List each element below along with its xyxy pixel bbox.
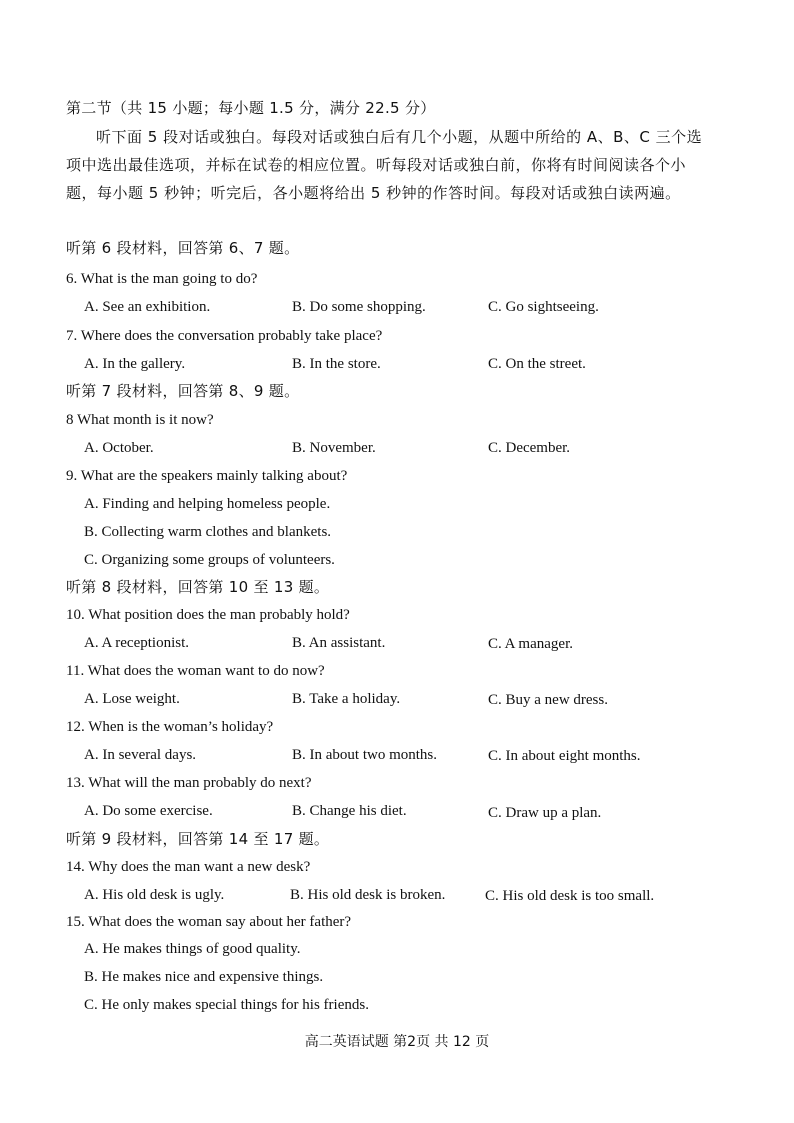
q10-option-a: A. A receptionist. bbox=[84, 635, 189, 651]
material-6-heading: 听第 6 段材料，回答第 6、7 题。 bbox=[66, 239, 300, 257]
q11-option-c: C. Buy a new dress. bbox=[488, 692, 608, 708]
question-6: 6. What is the man going to do? bbox=[66, 271, 258, 287]
page-footer: 高二英语试题 第2页 共 12 页 bbox=[304, 1034, 490, 1050]
material-8-heading: 听第 8 段材料，回答第 10 至 13 题。 bbox=[66, 578, 330, 596]
q14-option-c: C. His old desk is too small. bbox=[485, 888, 655, 904]
q7-option-c: C. On the street. bbox=[488, 356, 586, 372]
q13-option-c: C. Draw up a plan. bbox=[488, 805, 602, 821]
material-7-heading: 听第 7 段材料，回答第 8、9 题。 bbox=[66, 382, 300, 400]
q9-option-a: A. Finding and helping homeless people. bbox=[84, 496, 331, 512]
question-12: 12. When is the woman’s holiday? bbox=[66, 719, 274, 735]
q12-option-a: A. In several days. bbox=[84, 747, 197, 763]
q10-option-c: C. A manager. bbox=[488, 636, 573, 652]
q9-option-c: C. Organizing some groups of volunteers. bbox=[84, 552, 335, 568]
q10-option-b: B. An assistant. bbox=[292, 635, 386, 651]
q8-option-a: A. October. bbox=[84, 440, 154, 456]
question-14: 14. Why does the man want a new desk? bbox=[66, 859, 311, 875]
q15-option-a: A. He makes things of good quality. bbox=[84, 941, 301, 957]
q8-option-c: C. December. bbox=[488, 440, 571, 456]
q12-option-b: B. In about two months. bbox=[292, 747, 437, 763]
q6-option-c: C. Go sightseeing. bbox=[488, 299, 599, 315]
question-13: 13. What will the man probably do next? bbox=[66, 775, 312, 791]
q12-option-c: C. In about eight months. bbox=[488, 748, 641, 764]
q11-option-b: B. Take a holiday. bbox=[292, 691, 401, 707]
q9-option-b: B. Collecting warm clothes and blankets. bbox=[84, 524, 332, 540]
q15-option-b: B. He makes nice and expensive things. bbox=[84, 969, 324, 985]
question-9: 9. What are the speakers mainly talking about? bbox=[66, 468, 348, 484]
q6-option-a: A. See an exhibition. bbox=[84, 299, 211, 315]
section-header: 第二节（共 15 小题；每小题 1.5 分，满分 22.5 分） bbox=[66, 99, 436, 117]
q7-option-b: B. In the store. bbox=[292, 356, 381, 372]
question-15: 15. What does the woman say about her father? bbox=[66, 914, 352, 930]
q13-option-a: A. Do some exercise. bbox=[84, 803, 213, 819]
q14-option-b: B. His old desk is broken. bbox=[290, 887, 446, 903]
q11-option-a: A. Lose weight. bbox=[84, 691, 180, 707]
question-7: 7. Where does the conversation probably take place? bbox=[66, 328, 383, 344]
q13-option-b: B. Change his diet. bbox=[292, 803, 407, 819]
question-8: 8 What month is it now? bbox=[66, 412, 214, 428]
q7-option-a: A. In the gallery. bbox=[84, 356, 186, 372]
question-11: 11. What does the woman want to do now? bbox=[66, 663, 325, 679]
q15-option-c: C. He only makes special things for his friends. bbox=[84, 997, 369, 1013]
material-9-heading: 听第 9 段材料，回答第 14 至 17 题。 bbox=[66, 830, 330, 848]
question-10: 10. What position does the man probably hold? bbox=[66, 607, 350, 623]
q6-option-b: B. Do some shopping. bbox=[292, 299, 426, 315]
instructions-paragraph: 听下面 5 段对话或独白。每段对话或独白后有几个小题，从题中所给的 A、B、C 三个选项中选出最佳选项，并标在试卷的相应位置。听每段对话或独白前，你将有时间阅读各个小题，每小题 5 秒钟；听完后，各小题将给出 5 秒钟的作答时间。每段对话或独白读两遍。 bbox=[66, 128, 703, 202]
q8-option-b: B. November. bbox=[292, 440, 376, 456]
q14-option-a: A. His old desk is ugly. bbox=[84, 887, 225, 903]
